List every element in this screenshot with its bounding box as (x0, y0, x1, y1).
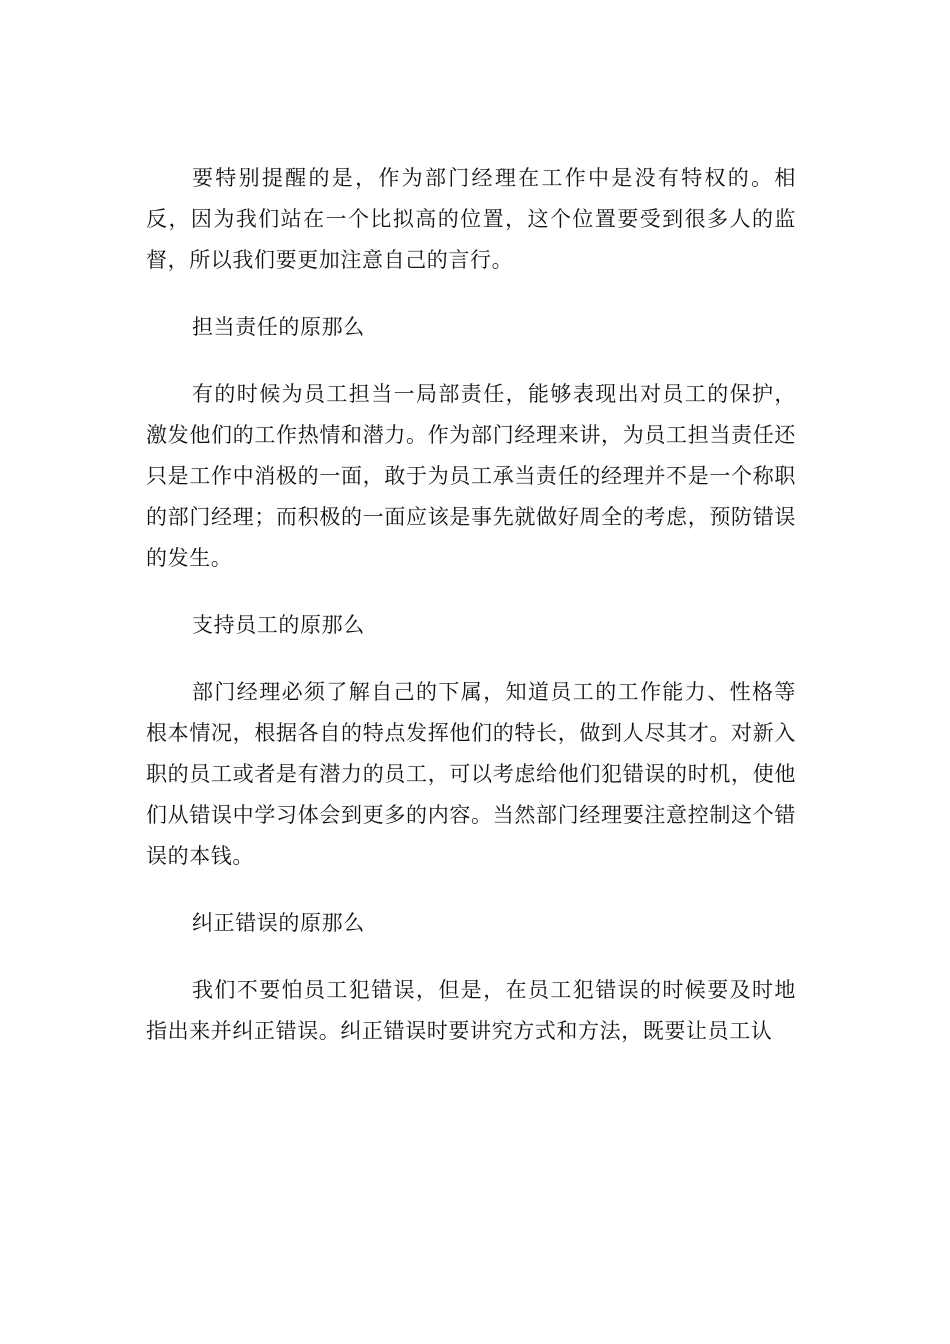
section-heading-correction: 纠正错误的原那么 (192, 911, 365, 935)
document-body (146, 158, 796, 1078)
paragraph-support: 部门经理必须了解自己的下属，知道员工的工作能力、性格等根本情况，根据各自的特点发挥他们的特长，做到人尽其才。对新入职的员工或者是有潜力的员工，可以考虑给他们犯错误的时机，使他们从错误中学习体会到更多的内容。当然部门经理要注意控制这个错误的本钱。 (146, 680, 796, 868)
section-heading-responsibility: 担当责任的原那么 (192, 315, 365, 339)
paragraph-special-reminder: 要特别提醒的是，作为部门经理在工作中是没有特权的。相反，因为我们站在一个比拟高的位置，这个位置要受到很多人的监督，所以我们要更加注意自己的言行。 (146, 166, 796, 272)
paragraph-correction: 我们不要怕员工犯错误，但是，在员工犯错误的时候要及时地指出来并纠正错误。纠正错误时要讲究方式和方法，既要让员工认 (146, 978, 796, 1043)
paragraph-responsibility: 有的时候为员工担当一局部责任，能够表现出对员工的保护，激发他们的工作热情和潜力。作为部门经理来讲，为员工担当责任还只是工作中消极的一面，敢于为员工承当责任的经理并不是一个称职的部门经理；而积极的一面应该是事先就做好周全的考虑，预防错误的发生。 (146, 382, 796, 570)
section-heading-support: 支持员工的原那么 (192, 613, 365, 637)
